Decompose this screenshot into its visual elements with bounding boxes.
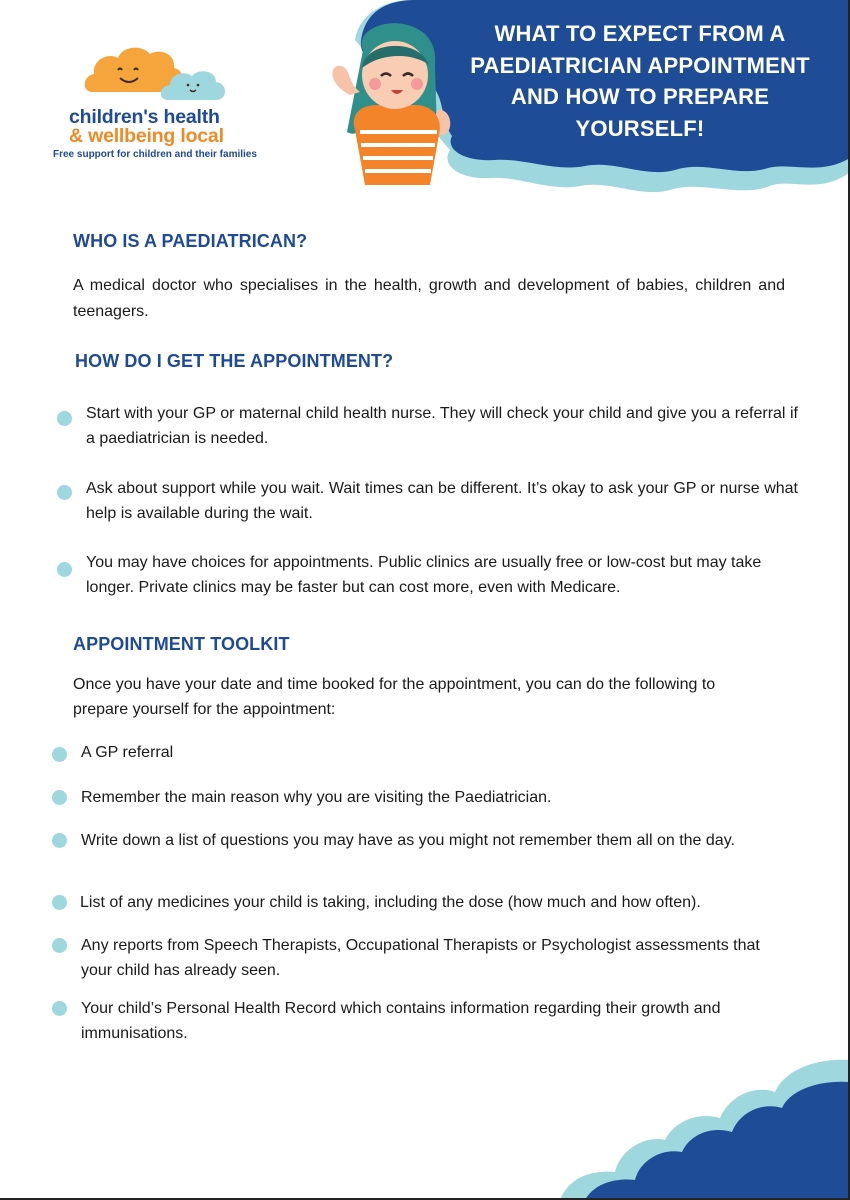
bullet-icon <box>52 747 67 762</box>
section-heading-how: HOW DO I GET THE APPOINTMENT? <box>75 351 394 371</box>
list-item-text: List of any medicines your child is taking, including the dose (how much and how often). <box>80 894 701 911</box>
list-item-text: Remember the main reason why you are visiting the Paediatrician. <box>81 789 552 806</box>
bullet-icon <box>52 1001 67 1016</box>
section-intro-toolkit: Once you have your date and time booked for the appointment, you can do the following to prepare yourself for the appointment: <box>73 676 716 718</box>
bullet-icon <box>57 562 72 577</box>
section-body-who: A medical doctor who specialises in the health, growth and development of babies, children and teenagers. <box>73 277 785 320</box>
bottom-wave-decoration <box>540 1040 850 1200</box>
section-heading-who: WHO IS A PAEDIATRICAN? <box>73 231 308 251</box>
title-line: AND HOW TO PREPARE <box>510 84 770 109</box>
girl-flexing-illustration <box>325 20 460 185</box>
list-item-text: Start with your GP or maternal child health nurse. They will check your child and give you a referral if a paediatrician is needed. <box>86 405 798 447</box>
list-item-text: Your child’s Personal Health Record which contains information regarding their growth and immunisations. <box>81 1000 721 1042</box>
logo-text-line1: children's health <box>69 106 220 128</box>
list-item-text: Any reports from Speech Therapists, Occupational Therapists or Psychologist assessments that your child has already seen. <box>81 937 760 979</box>
title-line: YOURSELF! <box>575 115 705 141</box>
bullet-icon <box>52 938 67 953</box>
bullet-icon <box>57 485 72 500</box>
page-title <box>455 18 825 144</box>
list-item-text: Write down a list of questions you may have as you might not remember them all on the day. <box>81 832 735 849</box>
section-heading-toolkit: APPOINTMENT TOOLKIT <box>73 634 290 654</box>
title-line: PAEDIATRICIAN APPOINTMENT <box>470 52 810 78</box>
bullet-icon <box>52 833 67 848</box>
list-item-text: Ask about support while you wait. Wait times can be different. It’s okay to ask your GP or nurse what help is available during the wait. <box>86 480 798 522</box>
bullet-icon <box>52 895 67 910</box>
bullet-icon <box>52 790 67 805</box>
title-line: WHAT TO EXPECT FROM A <box>494 21 786 46</box>
logo-tagline: Free support for children and their families <box>53 149 257 160</box>
bullet-icon <box>57 411 72 426</box>
cloud-logo-icon <box>82 40 232 102</box>
organization-logo <box>52 40 292 165</box>
logo-text-line2: & wellbeing local <box>69 125 224 147</box>
list-item-text: A GP referral <box>81 744 174 761</box>
list-item-text: You may have choices for appointments. Public clinics are usually free or low-cost but may take longer. Private clinics may be faster but can cost more, even with Medicare. <box>86 554 762 596</box>
